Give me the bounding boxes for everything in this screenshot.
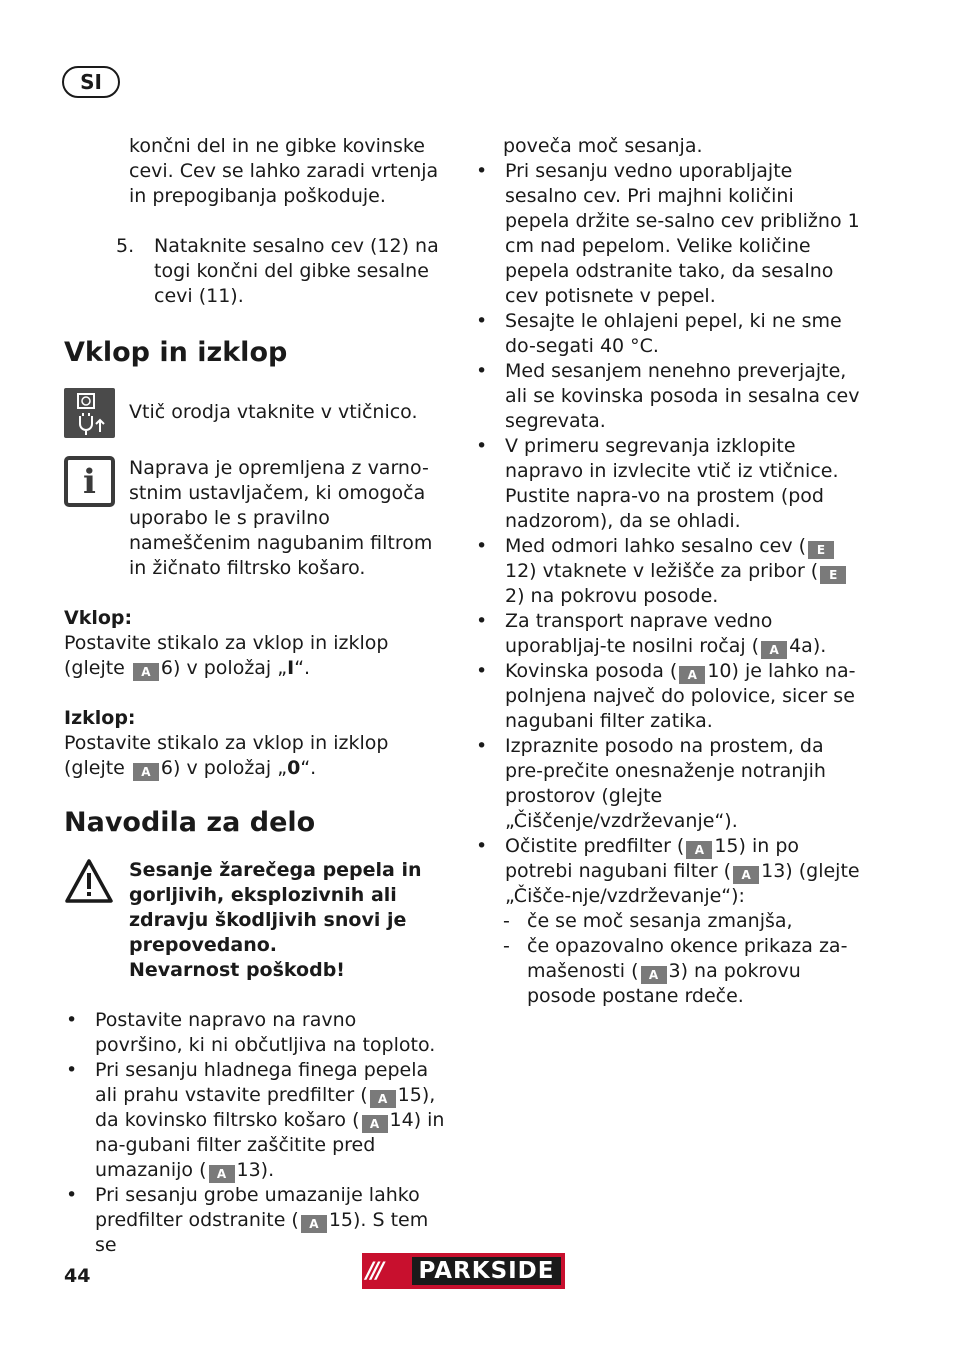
izklop-label: Izklop: — [64, 707, 136, 729]
ref-a-icon: A — [362, 1115, 388, 1133]
step-5 — [116, 234, 449, 309]
list-item: • Pri sesanju hladnega finega pepela ali prahu vstavite predfilter ( A 15), da kovinsko filtrsko košaro ( A 14) in na-gubani filter zaščitite pred umazanijo ( A 13). — [66, 1059, 445, 1181]
plug-text: Vtič orodja vtaknite v vtičnico. — [129, 401, 418, 423]
ref-a-icon: A — [301, 1215, 327, 1233]
info-icon: i — [64, 456, 115, 507]
vklop-text: Postavite stikalo za vklop in izklop (glejte A 6) v položaj „I“. — [64, 632, 389, 679]
ref-a-icon: A — [370, 1090, 396, 1108]
list-item: • V primeru segrevanja izklopite napravo in izvlecite vtič iz vtičnice. Pustite napra-vo na prostem (pod nadzorom), da se ohladi. — [476, 435, 839, 532]
warning-injury: Nevarnost poškodb! — [129, 959, 345, 981]
list-item: • Pri sesanju grobe umazanije lahko predfilter odstranite ( A 15). S tem se — [66, 1184, 429, 1256]
list-item: • Med odmori lahko sesalno cev ( E12) vtaknete v ležišče za pribor ( E2) na pokrovu posode. — [474, 534, 864, 609]
language-badge: SI — [62, 66, 120, 98]
vklop-label: Vklop: — [64, 607, 133, 629]
ref-a-icon: A — [133, 763, 159, 781]
info-note — [64, 456, 449, 581]
ref-a-icon: A — [686, 841, 712, 859]
ref-e-icon: E — [808, 541, 834, 559]
list-item: • Pri sesanju vedno uporabljajte sesalno cev. Pri majhni količini pepela držite se-salno cev približno 1 cm nad pepelom. Velike količine pepela odstranite tako, da sesalno cev potisnete v pepel. — [476, 160, 860, 307]
ref-a-icon: A — [209, 1165, 235, 1183]
warning-text: Sesanje žarečega pepela in gorljivih, eksplozivnih ali zdravju škodljivih snovi je prepovedano. — [129, 859, 422, 956]
continued-text: poveča moč sesanja. — [503, 135, 703, 157]
right-column — [474, 134, 864, 1009]
heading-vklop-izklop: Vklop in izklop — [64, 337, 288, 368]
step-text: Nataknite sesalno cev (12) na togi končni del gibke sesalne cevi (11). — [154, 235, 439, 307]
warning-icon — [64, 858, 129, 983]
plug-icon — [64, 388, 115, 438]
ref-a-icon: A — [761, 641, 787, 659]
ref-a-icon: A — [641, 966, 667, 984]
ref-a-icon: A — [133, 663, 159, 681]
info-text: Naprava je opremljena z varno-stnim ustavljačem, ki omogoča uporabo le s pravilno nameščenim nagubanim filtrom in žičnato filtrsko košaro. — [129, 457, 433, 579]
logo-stripes: /// — [366, 1258, 382, 1284]
parkside-logo — [362, 1253, 565, 1289]
ref-a-icon: A — [733, 866, 759, 884]
sub-list-item: - če se moč sesanja zmanjša, — [503, 910, 793, 932]
logo-name: PARKSIDE — [412, 1257, 561, 1285]
ref-e-icon: E — [820, 566, 846, 584]
heading-navodila: Navodila za delo — [64, 807, 316, 838]
list-item: • Kovinska posoda ( A 10) je lahko na-polnjena največ do polovice, sicer se nagubani filter zatika. — [476, 660, 856, 732]
list-item: • Za transport naprave vedno uporabljaj-te nosilni ročaj ( A 4a). — [476, 610, 827, 657]
page-number: 44 — [64, 1265, 91, 1287]
list-item: • Očistite predfilter ( A 15) in po potrebi nagubani filter ( A 13) (glejte „Čišče-nje/vzdrževanje“): — [476, 835, 860, 907]
step-number: 5. — [116, 235, 135, 257]
continued-text: končni del in ne gibke kovinske cevi. Cev se lahko zaradi vrtenja in prepogibanja poškoduje. — [129, 135, 439, 207]
list-item: • Izpraznite posodo na prostem, da pre-prečite onesnaženje notranjih prostorov (glejte „Čiščenje/vzdrževanje“). — [476, 735, 826, 832]
warning-note — [64, 858, 449, 983]
list-item: • Postavite napravo na ravno površino, ki ni občutljiva na toploto. — [66, 1009, 436, 1056]
izklop-text: Postavite stikalo za vklop in izklop (glejte A 6) v položaj „0“. — [64, 732, 389, 779]
list-item: • Sesajte le ohlajeni pepel, ki ne sme do-segati 40 °C. — [476, 310, 842, 357]
list-item: • Med sesanjem nenehno preverjajte, ali se kovinska posoda in sesalna cev segrevata. — [476, 360, 860, 432]
ref-a-icon: A — [679, 666, 705, 684]
sub-list-item: - če opazovalno okence prikaza za-mašenosti ( A 3) na pokrovu posode postane rdeče. — [503, 935, 848, 1007]
left-column — [64, 134, 449, 1258]
plug-note — [64, 388, 449, 438]
